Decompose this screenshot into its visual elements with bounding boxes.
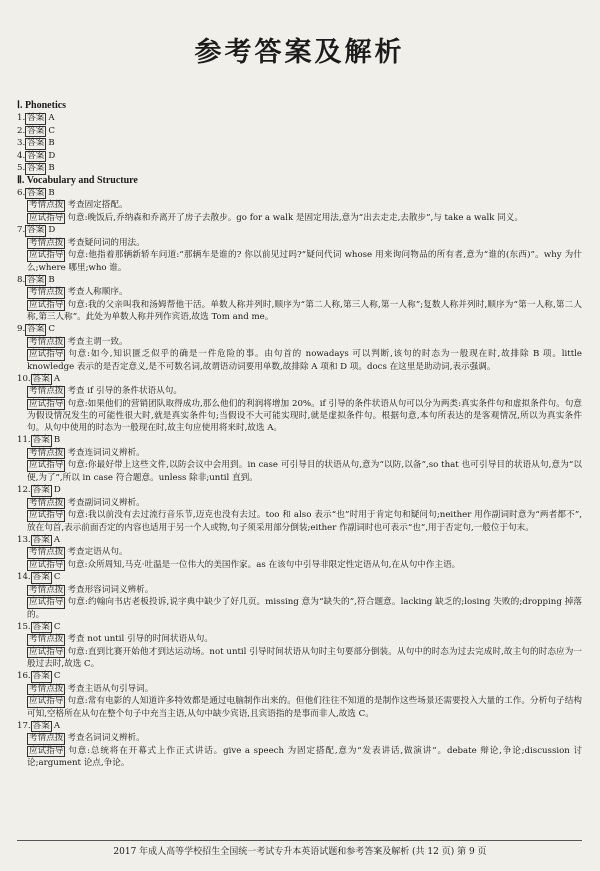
answer-row: [17, 670, 582, 683]
guide-label: 应试指导: [29, 299, 64, 310]
guide-row: [17, 509, 582, 534]
guide-label: 应试指导: [29, 212, 64, 223]
point-row: [17, 385, 582, 398]
guide-row: [17, 695, 582, 720]
page-title: 参考答案及解析: [194, 37, 405, 68]
question-number: 4.: [17, 150, 26, 161]
answer-value: C: [53, 621, 61, 632]
answer-value: B: [48, 138, 55, 148]
point-row: [17, 584, 582, 597]
vocab-list: [17, 187, 582, 770]
point-row: [17, 497, 582, 510]
answer-value: B: [48, 163, 55, 173]
section-phonetics: Ⅰ. Phonetics: [17, 100, 67, 111]
guide-row: [17, 348, 582, 373]
answer-label: 答案: [32, 720, 50, 731]
answer-label: 答案: [32, 534, 50, 545]
answer-value: C: [53, 572, 61, 583]
point-label: 考情点拨: [29, 386, 64, 397]
guide-row: [17, 212, 582, 225]
question-number: 10.: [17, 373, 31, 384]
guide-label: 应试指导: [29, 646, 64, 657]
guide-text: 句意:晚饭后,乔纳森和乔离开了房子去散步。go for a walk 是固定用法,意为“出去走走,去散步”,与 take a walk 同义。: [67, 212, 523, 223]
answer-label: 答案: [27, 225, 45, 235]
answer-row: [17, 434, 582, 447]
answer-label: 答案: [32, 435, 50, 446]
answer-content: [17, 100, 582, 770]
point-row: [17, 237, 582, 250]
question-number: 13.: [17, 534, 31, 545]
answer-row: [17, 373, 582, 386]
vocab-item: [17, 484, 582, 534]
vocab-item: [17, 534, 582, 572]
guide-text: 句意:常有电影的人知道许多特效都是通过电脑制作出来的。但他们往往不知道的是制作这些场景还需要投入大量的工作。分析句子结构可知,空格所在从句在整个句子中充当主语,从句中缺少宾语,且宾语指的是事而非人,故选 C。: [27, 696, 582, 719]
guide-label: 应试指导: [29, 349, 64, 360]
question-number: 2.: [17, 125, 26, 136]
guide-row: [17, 459, 582, 484]
section-vocabulary: Ⅱ. Vocabulary and Structure: [17, 174, 138, 186]
question-number: 15.: [17, 621, 31, 632]
answer-label: 答案: [32, 373, 50, 384]
phonetics-answer-row: [17, 125, 582, 138]
guide-row: [17, 596, 582, 621]
guide-text: 句意:直到比赛开始他才到达运动场。not until 引导时间状语从句时主句要部分倒装。从句中的时态为过去完成时,故主句的时态应为一般过去时,故选 C。: [27, 646, 582, 670]
question-number: 17.: [17, 720, 31, 731]
point-text: 考查疑问词的用法。: [67, 237, 145, 248]
guide-label: 应试指导: [29, 510, 64, 521]
answer-label: 答案: [27, 324, 45, 335]
answer-value: D: [53, 485, 61, 496]
guide-text: 句意:我的父亲叫我和汤姆帮他干活。单数人称并列时,顺序为“第二人称,第三人称,第一人称”;复数人称并列时,顺序为“第一人称,第二人称,第三人称”。此处为单数人称并列作宾语,故选 Tom and me。: [27, 299, 582, 323]
point-text: 考查主语从句引导词。: [67, 683, 154, 694]
vocab-item: [17, 670, 582, 720]
answer-label: 答案: [27, 138, 45, 148]
answer-row: [17, 720, 582, 733]
answer-label: 答案: [27, 163, 45, 173]
vocab-item: [17, 373, 582, 435]
phonetics-answer-row: [17, 150, 582, 163]
vocab-item: [17, 274, 582, 324]
guide-row: [17, 646, 582, 671]
vocab-item: [17, 434, 582, 484]
point-label: 考情点拨: [29, 497, 64, 508]
guide-row: [17, 559, 582, 572]
point-row: [17, 683, 582, 696]
answer-value: C: [48, 125, 55, 136]
guide-row: [17, 299, 582, 324]
answer-value: A: [48, 113, 55, 123]
guide-label: 应试指导: [29, 597, 64, 608]
question-number: 12.: [17, 485, 31, 496]
vocab-item: [17, 571, 582, 621]
point-text: 考查连词词义辨析。: [67, 447, 145, 458]
point-row: [17, 546, 582, 559]
point-text: 考查主谓一致。: [67, 336, 128, 347]
point-label: 考情点拨: [29, 287, 64, 298]
answer-value: C: [53, 671, 61, 682]
answer-row: [17, 571, 582, 584]
point-row: [17, 633, 582, 646]
footer-divider: [17, 840, 582, 841]
guide-text: 句意:他指着那辆新轿车问道:“那辆车是谁的? 你以前见过吗?”疑问代词 whose 用来询问物品的所有者,意为“谁的(东西)”。why 为什么;where 哪里;who 谁。: [27, 250, 582, 273]
point-text: 考查人称顺序。: [67, 287, 128, 298]
guide-label: 应试指导: [29, 460, 64, 471]
question-number: 8.: [17, 274, 26, 285]
answer-row: [17, 484, 582, 497]
vocab-item: [17, 621, 582, 671]
guide-label: 应试指导: [29, 398, 64, 409]
guide-text: 句意:约翰向书店老板投诉,说字典中缺少了好几页。missing 意为“缺失的”,符合题意。lacking 缺乏的;losing 失败的;dropping 掉落的。: [27, 597, 582, 620]
point-text: 考查形容词词义辨析。: [67, 584, 154, 595]
point-row: [17, 199, 582, 212]
vocab-item: [17, 323, 582, 373]
guide-row: [17, 745, 582, 770]
phonetics-answer-row: [17, 137, 582, 150]
point-label: 考情点拨: [29, 683, 64, 694]
answer-value: A: [53, 720, 61, 731]
question-number: 14.: [17, 572, 31, 583]
answer-row: [17, 621, 582, 634]
answer-row: [17, 187, 582, 200]
question-number: 1.: [17, 113, 26, 123]
point-text: 考查副词词义辨析。: [67, 497, 145, 508]
answer-value: D: [48, 150, 56, 161]
guide-text: 句意:总统将在开幕式上作正式讲话。give a speech 为固定搭配,意为“发表讲话,做演讲”。debate 辩论,争论;discussion 讨论;argument 论点,争论。: [27, 745, 582, 769]
point-label: 考情点拨: [29, 237, 64, 248]
phonetics-answer-row: [17, 112, 582, 125]
guide-row: [17, 398, 582, 435]
guide-text: 句意:你最好带上这些文件,以防会议中会用到。in case 可引导目的状语从句,意为“以防,以备”,so that 也可引导目的状语从句,意为“以便,为了”,所以 in case 符合题意。unless 除非;until 直到。: [27, 460, 582, 483]
answer-value: A: [53, 534, 61, 545]
point-text: 考查 if 引导的条件状语从句。: [67, 386, 182, 397]
point-label: 考情点拨: [29, 200, 64, 210]
phonetics-answer-row: [17, 162, 582, 175]
question-number: 9.: [17, 324, 26, 335]
answer-value: B: [48, 187, 55, 198]
point-row: [17, 286, 582, 299]
answer-row: [17, 534, 582, 547]
point-text: 考查名词词义辨析。: [67, 733, 145, 744]
point-row: [17, 732, 582, 745]
point-text: 考查定语从句。: [67, 547, 128, 558]
guide-text: 句意:如果他们的营销团队取得成功,那么他们的利润将增加 20%。if 引导的条件状语从句可以分为两类:真实条件句和虚拟条件句。句意为假设情况发生的可能性很大时,就是真实条件句;当假设不大可能实现时,就是虚拟条件句。根据句意,本句所表达的是客观情况,所以为真实条件句。从句中使用的时态为一般现在时,故主句应使用将来时,故选 A。: [27, 398, 582, 434]
answer-row: [17, 224, 582, 237]
question-number: 3.: [17, 138, 26, 148]
answer-label: 答案: [32, 572, 50, 583]
guide-label: 应试指导: [29, 696, 64, 707]
guide-text: 句意:如今,知识匮乏似乎的确是一件危险的事。由句首的 nowadays 可以判断,该句的时态为一般现在时,故排除 B 项。little knowledge 表示的是否定意义,是不可数名词,故谓语动词要用单数,故排除 A 项和 D 项。docs 在这里是助动词,表示强调。: [27, 349, 582, 372]
guide-label: 应试指导: [29, 745, 64, 756]
question-number: 16.: [17, 671, 31, 682]
point-text: 考查固定搭配。: [67, 200, 128, 210]
point-row: [17, 447, 582, 460]
answer-label: 答案: [27, 187, 45, 198]
answer-value: D: [48, 225, 56, 235]
answer-value: B: [48, 274, 55, 285]
page-footer: 2017 年成人高等学校招生全国统一考试专升本英语试题和参考答案及解析 (共 12 页) 第 9 页: [113, 847, 487, 857]
question-number: 5.: [17, 163, 26, 173]
answer-value: B: [53, 435, 61, 446]
point-label: 考情点拨: [29, 336, 64, 347]
answer-row: [17, 323, 582, 336]
guide-label: 应试指导: [29, 559, 64, 570]
guide-text: 句意:我以前没有去过流行音乐节,迈克也没有去过。too 和 also 表示“也”时用于肯定句和疑问句;neither 用作副词时意为“两者都不”,放在句首,表示前面否定的内容也适用于另一个人或物,句子须采用部分倒装;either 作副词时也可表示“也”,用于否定句,一般位于句末。: [27, 510, 582, 533]
answer-label: 答案: [27, 125, 45, 136]
answer-label: 答案: [27, 113, 45, 123]
answer-row: [17, 274, 582, 287]
vocab-item: [17, 720, 582, 770]
answer-value: C: [48, 324, 55, 335]
point-label: 考情点拨: [29, 634, 64, 645]
phonetics-list: [17, 112, 582, 175]
point-label: 考情点拨: [29, 733, 64, 744]
point-label: 考情点拨: [29, 584, 64, 595]
guide-row: [17, 249, 582, 274]
answer-label: 答案: [27, 150, 45, 161]
vocab-item: [17, 187, 582, 225]
answer-label: 答案: [32, 671, 50, 682]
vocab-item: [17, 224, 582, 274]
point-text: 考查 not until 引导的时间状语从句。: [67, 634, 213, 645]
answer-value: A: [53, 373, 61, 384]
question-number: 7.: [17, 225, 26, 235]
question-number: 11.: [17, 435, 31, 446]
point-label: 考情点拨: [29, 447, 64, 458]
point-label: 考情点拨: [29, 547, 64, 558]
point-row: [17, 336, 582, 349]
guide-label: 应试指导: [29, 250, 64, 260]
question-number: 6.: [17, 187, 26, 198]
answer-label: 答案: [32, 485, 50, 496]
guide-text: 句意:众所周知,马克·吐温是一位伟大的美国作家。as 在该句中引导非限定性定语从句,在从句中作主语。: [67, 559, 461, 570]
answer-label: 答案: [32, 621, 50, 632]
answer-label: 答案: [27, 274, 45, 285]
